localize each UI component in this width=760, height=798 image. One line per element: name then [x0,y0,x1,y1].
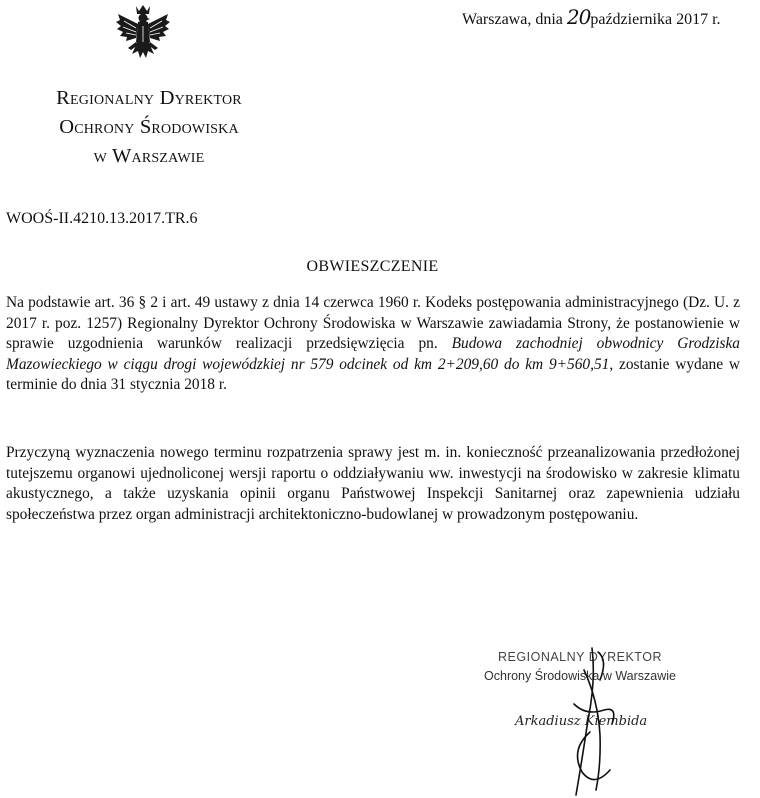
stamp-office: Ochrony Środowiska w Warszawie [484,669,676,683]
authority-line-3: w Warszawie [93,145,205,167]
handwritten-day: 20 [566,5,591,29]
paragraph-notice [6,293,740,396]
case-reference: WOOŚ-II.4210.13.2017.TR.6 [6,210,198,227]
polish-eagle-emblem [114,2,172,68]
handwritten-signature [500,640,720,798]
place-date-suffix: października 2017 r. [590,11,721,28]
project-name: Budowa zachodniej obwodnicy Grodziska Mazowieckiego w ciągu drogi wojewódzkiej nr 579 odcinek od km 2+209,60 do km 9+560,51 [6,335,740,373]
authority-heading [10,84,288,171]
stamp-title: REGIONALNY DYREKTOR [498,650,662,664]
authority-line-1: Regionalny Dyrektor [56,87,242,109]
authority-line-2: Ochrony Środowiska [59,116,239,138]
place-date [462,5,721,29]
paragraph-reason: Przyczyną wyznaczenia nowego terminu rozpatrzenia sprawy jest m. in. konieczność przeanalizowania przedłożonej tutejszemu organowi ujednoliconej wersji raportu o oddziaływaniu ww. inwestycji na środowisko w zakresie klimatu akustycznego, a także uzyskania opinii organu Państwowej Inspekcji Sanitarnej oraz zapewnienia udziału społeczeństwa przez organ administracji architektoniczno-budowlanej w prowadzonym postępowaniu. [6,444,740,523]
paragraph-notice-deadline: , zostanie wydane w terminie do dnia 31 stycznia 2018 r. [6,355,740,394]
place-date-prefix: Warszawa, dnia [462,11,563,28]
document-title: OBWIESZCZENIE [306,258,439,275]
paragraph-notice-text: Na podstawie art. 36 § 2 i art. 49 ustawy z dnia 14 czerwca 1960 r. Kodeks postępowania administracyjnego (Dz. U. z 2017 r. poz. 1257) Regionalny Dyrektor Ochrony Środowiska w Warszawie zawiadamia Strony, że postanowienie w sprawie uzgodnienia warunków realizacji przedsięwzięcia pn. [6,294,740,353]
signer-name: Arkadiusz Kiembida [515,714,648,729]
